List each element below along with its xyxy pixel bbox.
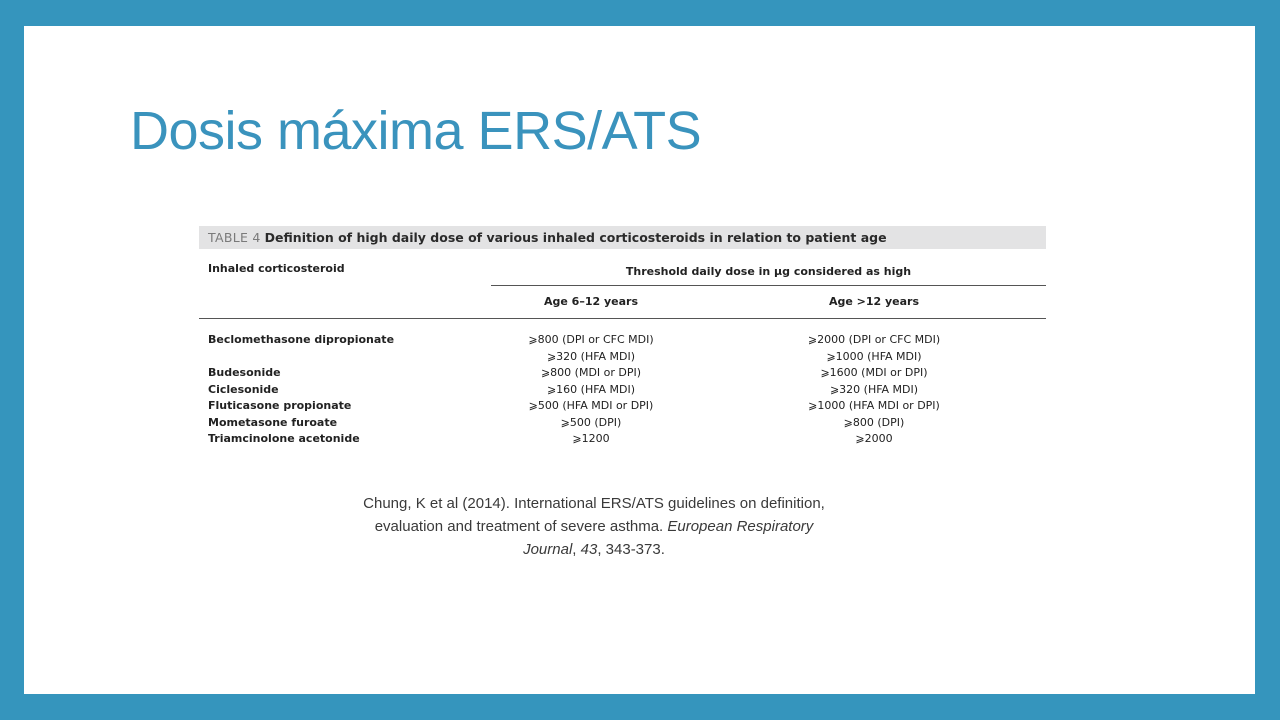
table-row (199, 431, 1046, 448)
journal-name-end: Journal (523, 541, 573, 558)
citation-line-2 (294, 515, 894, 538)
table-caption-tag: TABLE 4 (208, 230, 261, 245)
table-row (199, 365, 1046, 382)
table-body (199, 319, 1046, 448)
dose-age-over-12: ⩾2000 (DPI or CFC MDI) (807, 333, 941, 346)
slide (24, 26, 1255, 694)
dose-age-over-12: ⩾2000 (855, 432, 893, 445)
table-row (199, 398, 1046, 415)
citation (294, 492, 894, 561)
journal-volume: 43 (580, 541, 598, 558)
drug-name: Ciclesonide (208, 382, 279, 396)
journal-pages: , 343-373. (597, 541, 665, 558)
drug-name: Triamcinolone acetonide (208, 432, 360, 445)
drug-name: Beclomethasone dipropionate (208, 333, 395, 346)
column-header-age-6-12: Age 6–12 years (544, 295, 638, 308)
row-header: Inhaled corticosteroid (208, 262, 345, 275)
dose-age-over-12: ⩾1000 (HFA MDI or DPI) (808, 399, 940, 412)
citation-text: evaluation and treatment of severe asthma. (374, 518, 668, 535)
dose-age-6-12: ⩾800 (MDI or DPI) (540, 366, 642, 379)
table-header-row-1 (199, 249, 1046, 286)
dose-age-over-12: ⩾800 (DPI) (843, 415, 905, 429)
table-row (199, 415, 1046, 432)
dose-age-6-12: ⩾800 (DPI or CFC MDI) (528, 333, 654, 346)
citation-line-3 (294, 538, 894, 561)
dose-table (199, 226, 1046, 448)
dose-age-over-12: ⩾1000 (HFA MDI) (826, 349, 922, 363)
slide-title: Dosis máxima ERS/ATS (130, 101, 702, 161)
dose-age-over-12: ⩾320 (HFA MDI) (829, 382, 919, 396)
table-header-row-2 (199, 286, 1046, 319)
drug-name: Budesonide (208, 366, 281, 379)
citation-line-1: Chung, K et al (2014). International ERS/ATS guidelines on definition, (363, 495, 825, 512)
table-row (199, 382, 1046, 399)
drug-name: Mometasone furoate (208, 415, 338, 429)
dose-age-6-12: ⩾160 (HFA MDI) (546, 382, 636, 396)
citation-separator: , (572, 541, 581, 558)
dose-age-6-12: ⩾500 (HFA MDI or DPI) (528, 399, 654, 412)
dose-age-over-12: ⩾1600 (MDI or DPI) (820, 366, 928, 379)
column-header-age-over-12: Age >12 years (828, 295, 920, 308)
dose-age-6-12: ⩾1200 (572, 432, 610, 445)
table-caption-text: Definition of high daily dose of various inhaled corticosteroids in relation to patient age (264, 230, 887, 245)
table-caption (199, 226, 1046, 249)
table-row (199, 332, 1046, 349)
dose-age-6-12: ⩾320 (HFA MDI) (546, 349, 636, 363)
journal-name: European Respiratory (667, 518, 814, 535)
spanner-header: Threshold daily dose in µg considered as high (625, 265, 912, 278)
drug-name: Fluticasone propionate (208, 399, 352, 412)
table-row (199, 349, 1046, 366)
dose-age-6-12: ⩾500 (DPI) (560, 415, 622, 429)
